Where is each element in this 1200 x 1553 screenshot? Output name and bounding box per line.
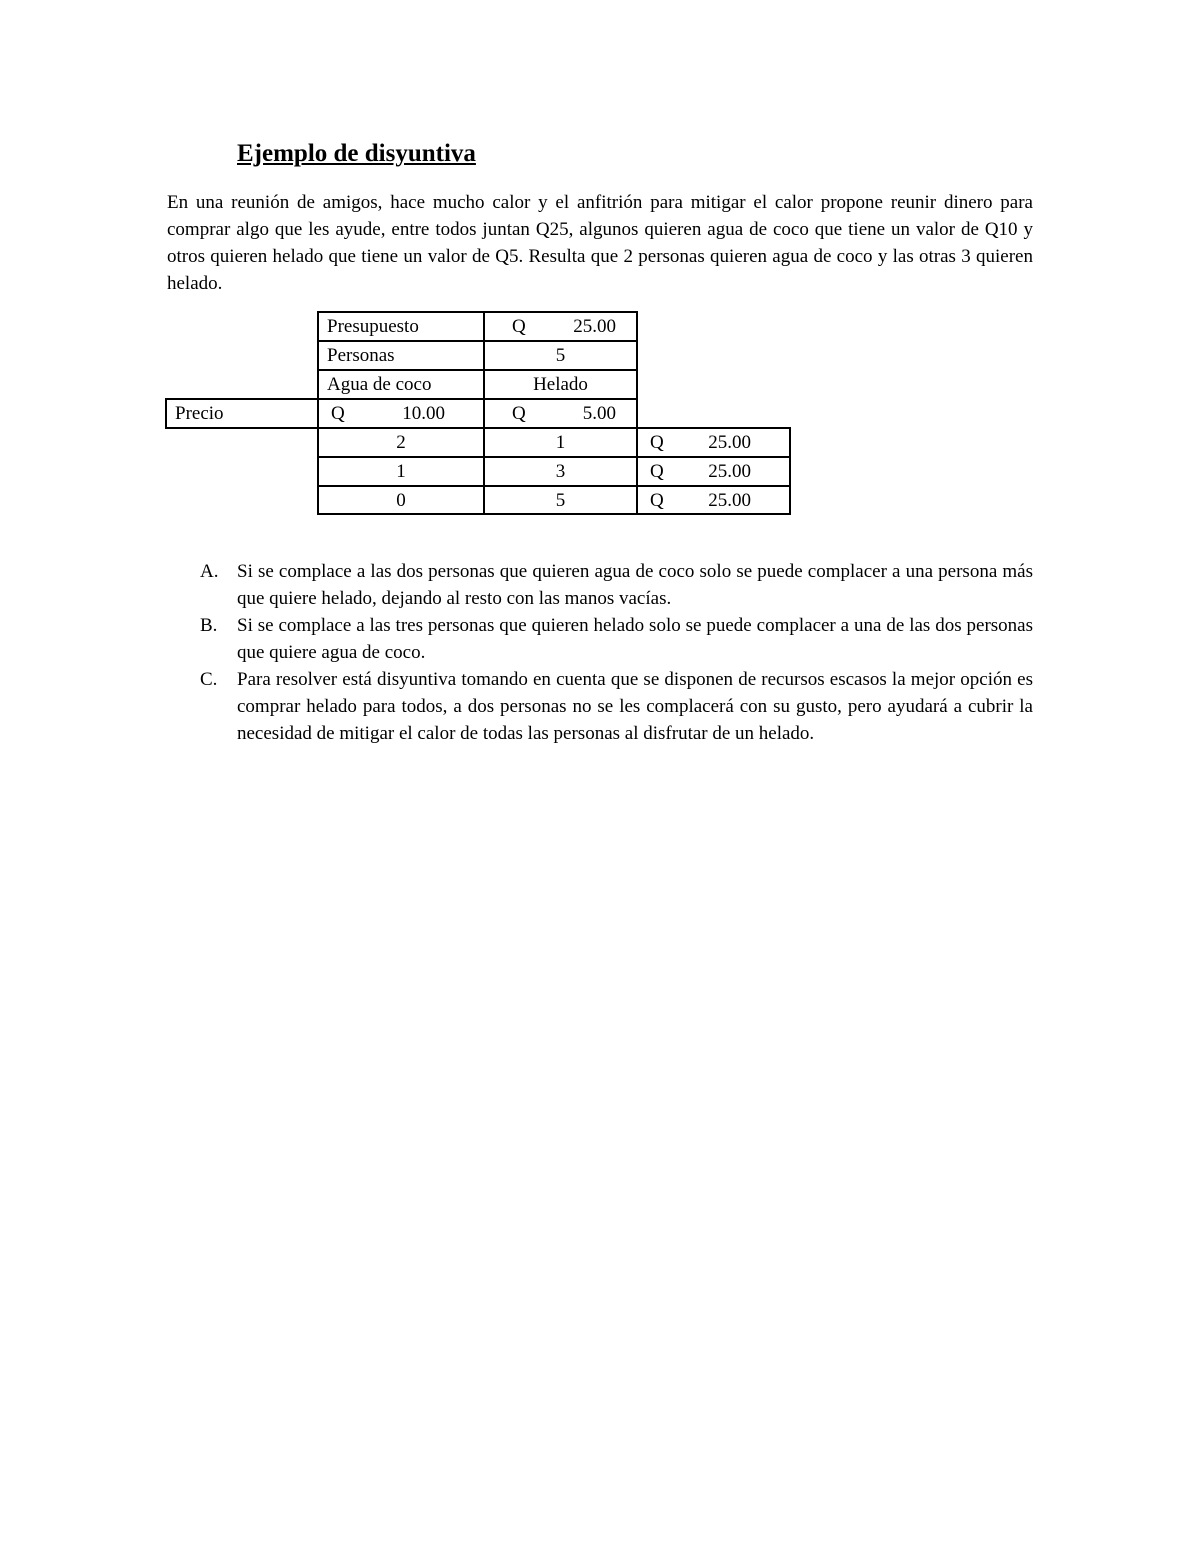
row-helado-count: 1 [555, 432, 566, 453]
intro-paragraph: En una reunión de amigos, hace mucho calor y el anfitrión para mitigar el calor propone reunir dinero para comprar algo que les ayude, entre todos juntan Q25, algunos quieren agua de coco que tiene un valor de Q10 y otros quieren helado que tiene un valor de Q5. Resulta que 2 personas quieren agua de coco y las otras 3 quieren helado. [167, 192, 1033, 294]
row-agua-count: 0 [396, 490, 406, 511]
presupuesto-label: Presupuesto [327, 316, 419, 337]
list-item [200, 612, 1033, 666]
currency-symbol: Q [650, 432, 664, 453]
currency-symbol: Q [650, 490, 664, 511]
row-total-value: 25.00 [708, 461, 751, 482]
personas-label: Personas [327, 345, 395, 366]
row-total-value: 25.00 [708, 490, 751, 511]
precio-helado-value: 5.00 [582, 403, 616, 424]
precio-agua-cell [319, 400, 483, 428]
currency-symbol: Q [331, 403, 345, 424]
row-total-value: 25.00 [708, 432, 751, 453]
row-helado-count: 3 [555, 461, 566, 482]
table-border [789, 427, 791, 515]
page-title: Ejemplo de disyuntiva [237, 140, 476, 167]
list-item [200, 666, 1033, 747]
option-letter: B. [200, 615, 218, 636]
option-text: Si se complace a las tres personas que quieren helado solo se puede complacer a una de las dos personas que quiere agua de coco. [237, 615, 1033, 663]
row-agua-count: 2 [396, 432, 406, 453]
option-letter: A. [200, 561, 219, 582]
row-helado-count: 5 [555, 490, 566, 511]
precio-label: Precio [175, 403, 224, 424]
options-list [200, 558, 1033, 747]
presupuesto-value: 25.00 [573, 316, 616, 337]
currency-symbol: Q [650, 461, 664, 482]
currency-symbol: Q [512, 316, 526, 337]
row-total-cell [638, 429, 789, 457]
option-text: Si se complace a las dos personas que quieren agua de coco solo se puede complacer a una persona más que quiere helado, dejando al resto con las manos vacías. [237, 561, 1033, 609]
option-letter: C. [200, 669, 218, 690]
currency-symbol: Q [512, 403, 526, 424]
row-total-cell [638, 458, 789, 486]
list-item [200, 558, 1033, 612]
column-header-agua: Agua de coco [327, 374, 432, 395]
presupuesto-cell [485, 313, 636, 341]
column-header-helado: Helado [533, 374, 588, 395]
precio-agua-value: 10.00 [402, 403, 445, 424]
personas-value: 5 [555, 345, 566, 366]
option-text: Para resolver está disyuntiva tomando en cuenta que se disponen de recursos escasos la mejor opción es comprar helado para todos, a dos personas no se les complacerá con su gusto, pero ayudará a cubrir la necesidad de mitigar el calor de todas las personas al disfrutar de un helado. [237, 669, 1033, 744]
precio-helado-cell [485, 400, 636, 428]
row-agua-count: 1 [396, 461, 406, 482]
row-total-cell [638, 487, 789, 514]
